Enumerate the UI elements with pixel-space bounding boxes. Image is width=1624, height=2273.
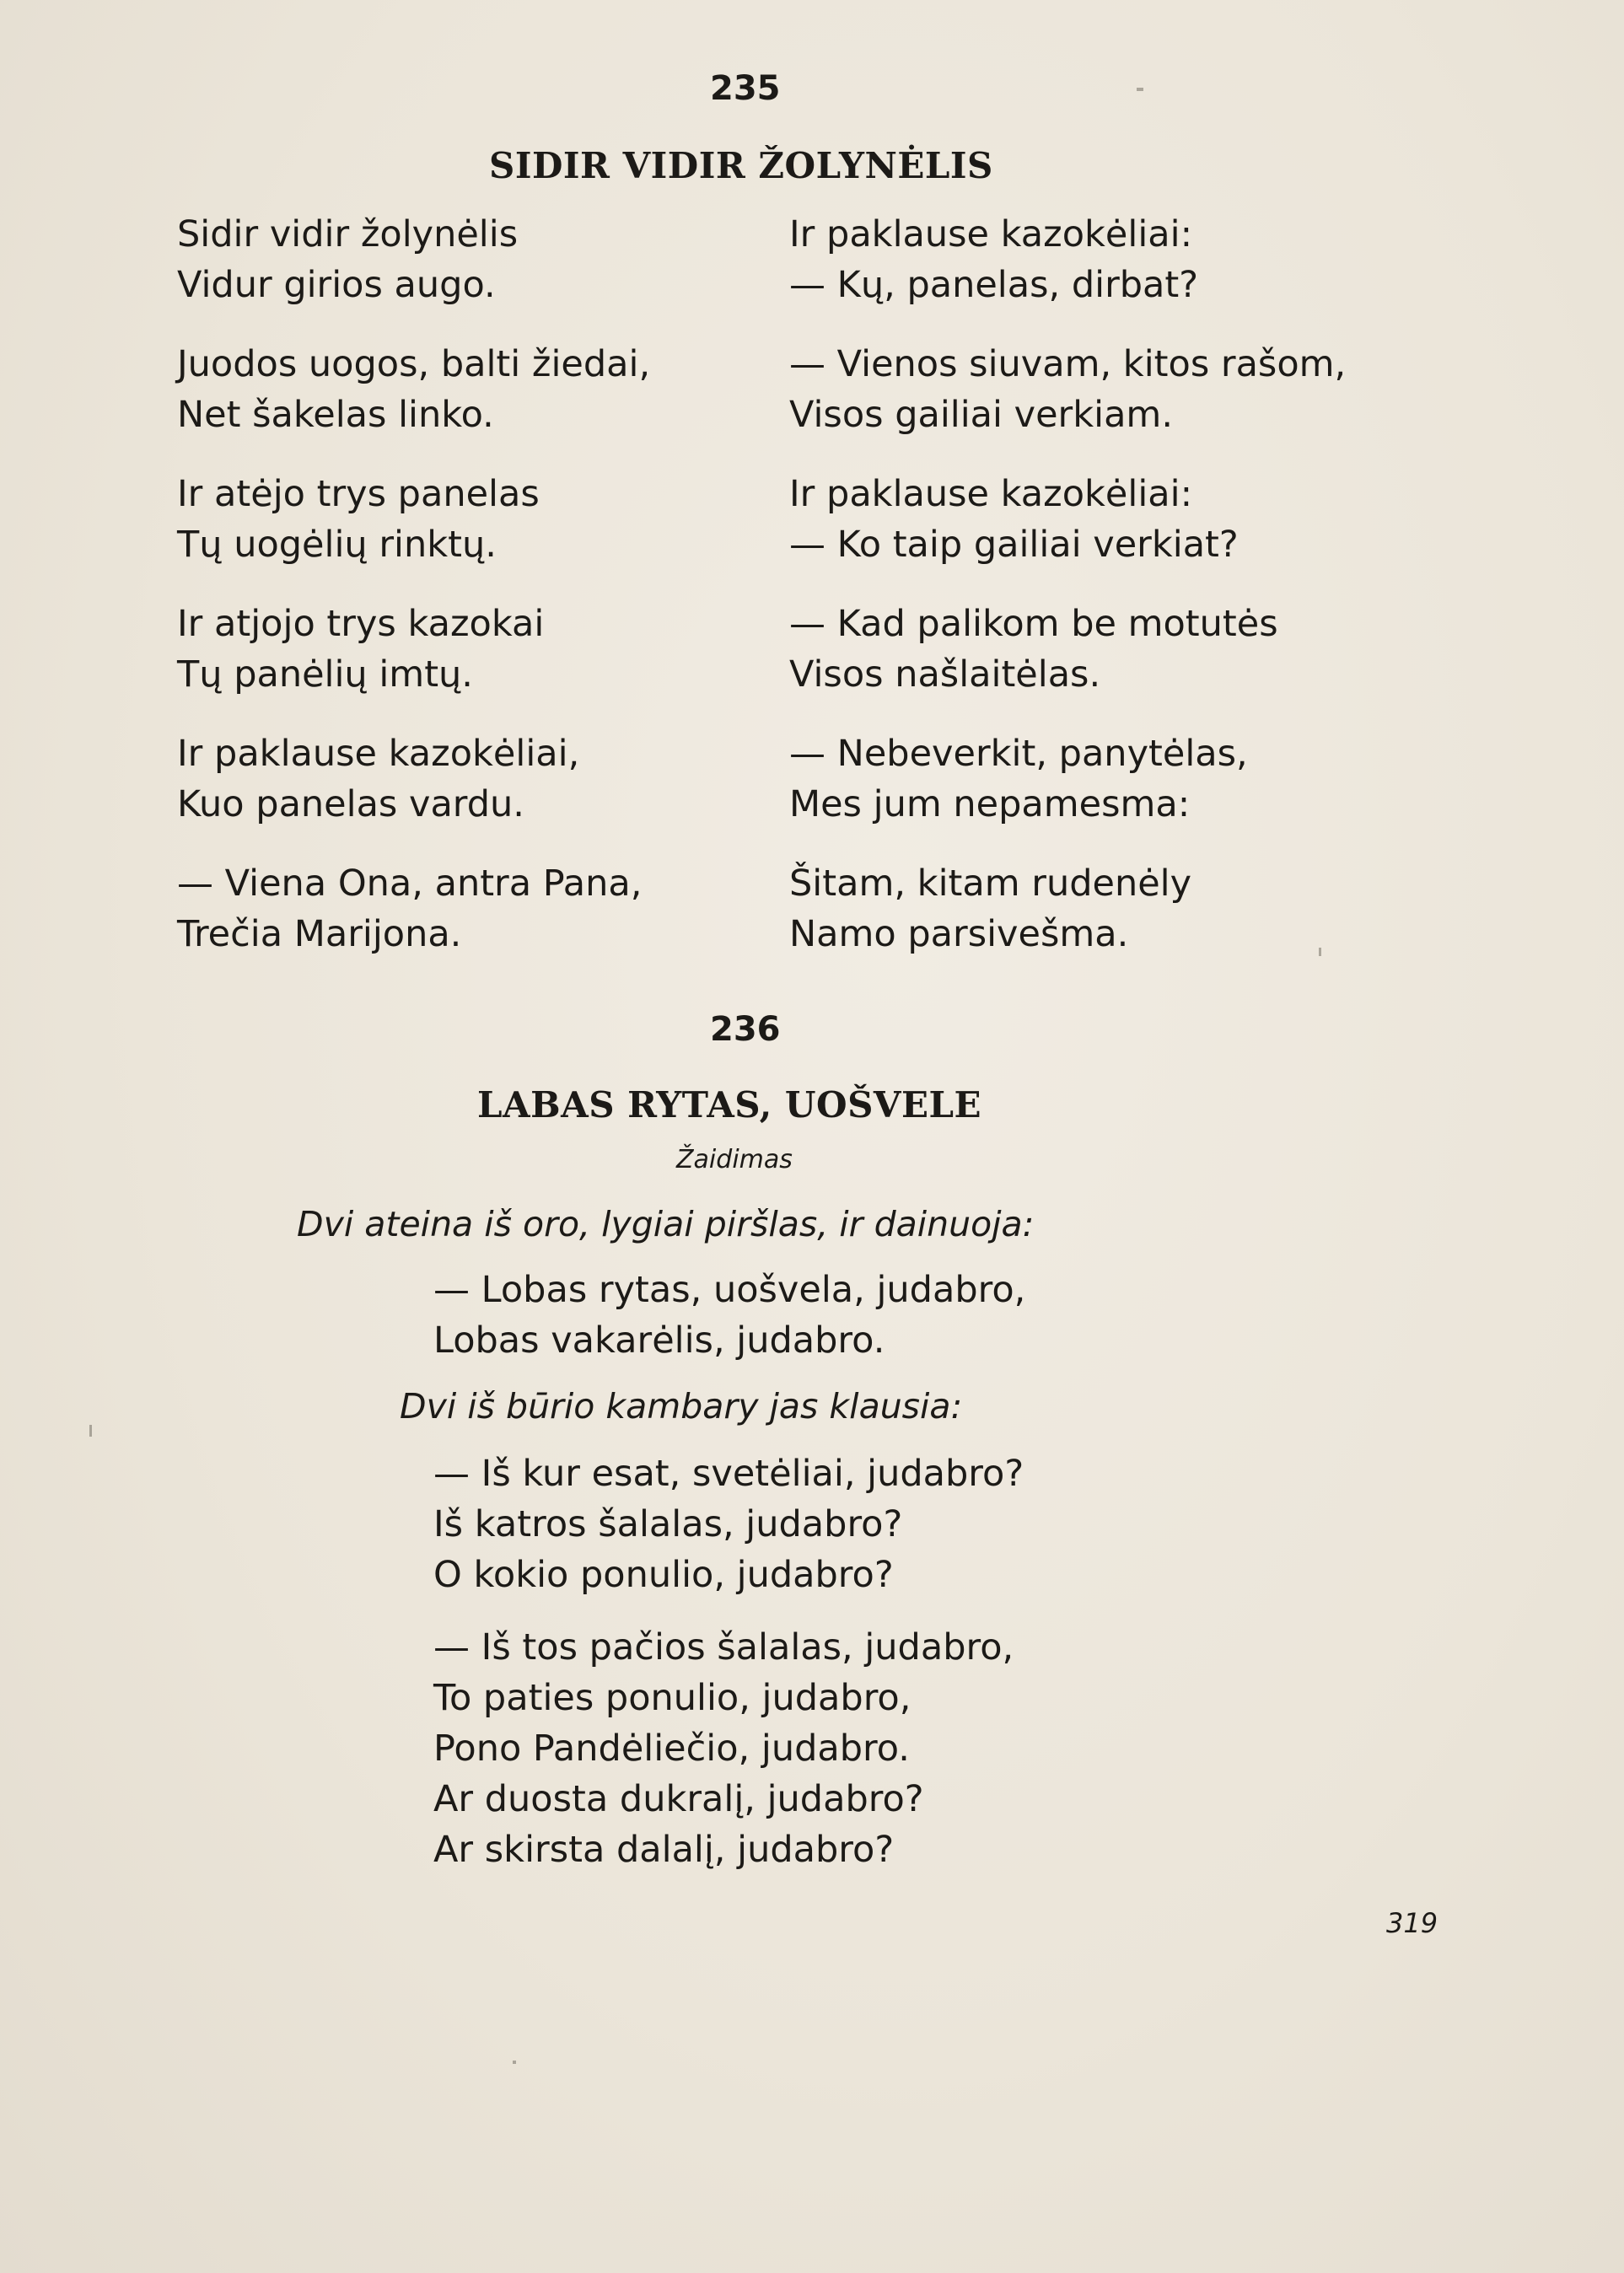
stanza (789, 858, 1346, 959)
verse-line: — Ko taip gailiai verkiat? (789, 524, 1239, 566)
verse-line: Lobas vakarėlis, judabro. (433, 1319, 885, 1362)
verse-line: Sidir vidir žolynėlis (177, 213, 519, 255)
stanza (177, 209, 650, 310)
verse-line: Pono Pandėliečio, judabro. (433, 1728, 910, 1770)
page-number: 319 (1386, 1907, 1438, 1939)
verse-line: Ar duosta dukralį, judabro? (433, 1778, 924, 1820)
verse-line: — Iš tos pačios šalalas, judabro, (433, 1626, 1014, 1668)
song-235-left-column (177, 209, 650, 988)
verse-line: Net šakelas linko. (177, 394, 494, 436)
verse-line: Visos našlaitėlas. (789, 653, 1101, 696)
song-235-number: 235 (710, 69, 781, 108)
verse-line: — Kų, panelas, dirbat? (789, 264, 1199, 306)
stanza (177, 599, 650, 700)
stanza (177, 728, 650, 830)
song-236-verse (433, 1622, 1014, 1875)
song-236-number: 236 (710, 1010, 781, 1049)
stanza (789, 599, 1346, 700)
verse-line: Mes jum nepamesma: (789, 783, 1191, 825)
stanza (177, 339, 650, 440)
song-236-title: LABAS RYTAS, UOŠVELE (477, 1084, 982, 1126)
scan-speck (89, 1425, 92, 1437)
verse-line: Juodos uogos, balti žiedai, (177, 343, 651, 385)
verse-line: Iš katros šalalas, judabro? (433, 1503, 903, 1545)
stanza (789, 339, 1346, 440)
verse-line: Tų uogėlių rinktų. (177, 524, 497, 566)
verse-line: — Vienos siuvam, kitos rašom, (789, 343, 1347, 385)
verse-line: Ir paklause kazokėliai, (177, 733, 580, 775)
verse-line: Ir paklause kazokėliai: (789, 473, 1193, 515)
verse-line: O kokio ponulio, judabro? (433, 1554, 894, 1596)
verse-line: — Iš kur esat, svetėliai, judabro? (433, 1453, 1024, 1495)
verse-line: Ar skirsta dalalį, judabro? (433, 1829, 895, 1871)
verse-line: Ir atėjo trys panelas (177, 473, 540, 515)
stanza (789, 469, 1346, 570)
verse-line: Trečia Marijona. (177, 913, 462, 955)
verse-line: Vidur girios augo. (177, 264, 496, 306)
stage-direction: Dvi ateina iš oro, lygiai piršlas, ir dainuoja: (297, 1204, 1035, 1244)
verse-line: Namo parsivešma. (789, 913, 1129, 955)
verse-line: Tų panėlių imtų. (177, 653, 473, 696)
song-235-title: SIDIR VIDIR ŽOLYNĖLIS (489, 145, 993, 186)
verse-line: Visos gailiai verkiam. (789, 394, 1173, 436)
verse-line: — Nebeverkit, panytėlas, (789, 733, 1248, 775)
scan-speck (1137, 88, 1143, 91)
song-236-verse (433, 1265, 1025, 1366)
verse-line: — Lobas rytas, uošvela, judabro, (433, 1269, 1026, 1311)
verse-line: Šitam, kitam rudenėly (789, 862, 1192, 905)
stanza (177, 858, 650, 959)
verse-line: Kuo panelas vardu. (177, 783, 524, 825)
stanza (177, 469, 650, 570)
verse-line: — Viena Ona, antra Pana, (177, 862, 643, 905)
stanza (789, 209, 1346, 310)
song-236-subtitle: Žaidimas (676, 1145, 793, 1174)
verse-line: To paties ponulio, judabro, (433, 1677, 911, 1719)
stanza (789, 728, 1346, 830)
verse-line: — Kad palikom be motutės (789, 603, 1278, 645)
song-236-verse (433, 1448, 1024, 1600)
scan-speck (513, 2061, 516, 2064)
verse-line: Ir paklause kazokėliai: (789, 213, 1193, 255)
verse-line: Ir atjojo trys kazokai (177, 603, 545, 645)
song-235-right-column (789, 209, 1346, 988)
stage-direction: Dvi iš būrio kambary jas klausia: (400, 1386, 963, 1427)
